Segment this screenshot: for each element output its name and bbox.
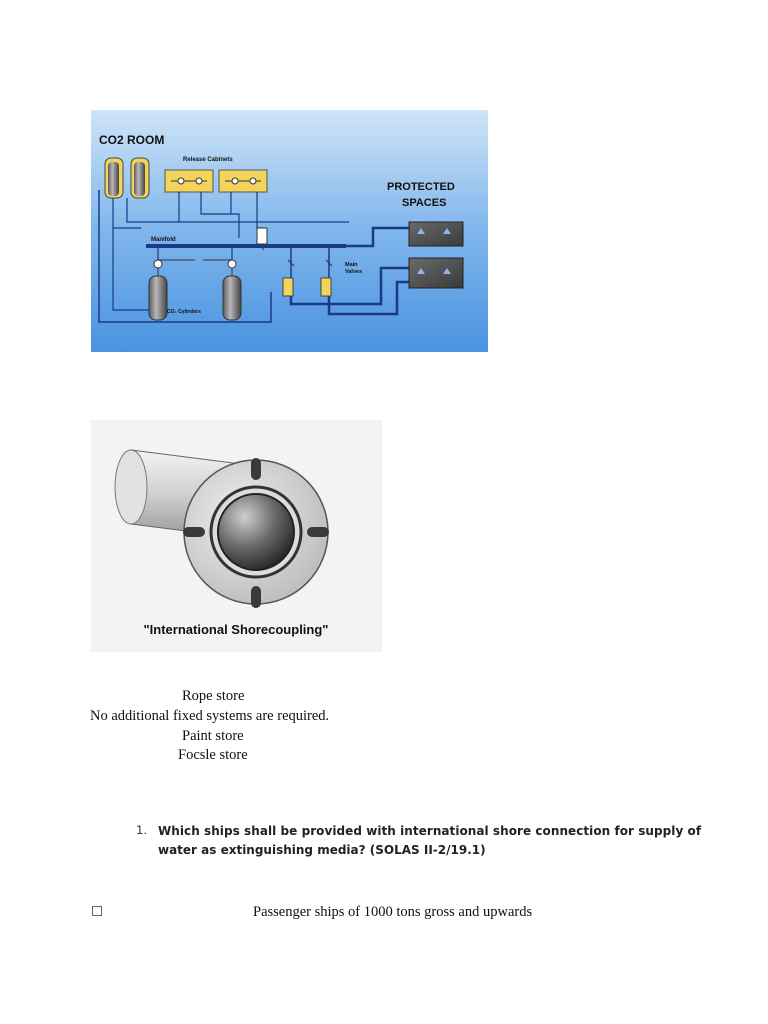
option-paint-store: Paint store bbox=[182, 728, 244, 744]
option-no-additional-systems: No additional fixed systems are required. bbox=[90, 708, 330, 724]
co2-system-diagram bbox=[91, 110, 488, 352]
main-valves-label-1: Main bbox=[345, 262, 358, 268]
answer-checkbox[interactable] bbox=[92, 906, 102, 916]
coupling-caption: "International Shorecoupling" bbox=[143, 622, 329, 637]
answer-text: Passenger ships of 1000 tons gross and upwards bbox=[253, 904, 533, 920]
main-valves-label-2: Valves bbox=[345, 269, 363, 275]
option-focsle-store: Focsle store bbox=[178, 747, 248, 763]
shore-coupling-diagram bbox=[91, 420, 382, 652]
co2-room-label: CO2 ROOM bbox=[99, 133, 165, 147]
question-text bbox=[158, 822, 702, 860]
protected-spaces-label-1: PROTECTED bbox=[387, 181, 455, 193]
question-line-1: Which ships shall be provided with international shore connection for supply of bbox=[158, 824, 702, 838]
question-number: 1. bbox=[136, 823, 147, 837]
protected-spaces-label-2: SPACES bbox=[402, 197, 447, 209]
release-cabinets-label: Release Cabinets bbox=[183, 157, 233, 163]
manifold-label: Manifold bbox=[151, 237, 176, 243]
option-rope-store: Rope store bbox=[182, 688, 245, 704]
cylinders-label: CO₂ Cylinders bbox=[167, 309, 201, 315]
question-line-2: water as extinguishing media? (SOLAS II-2/19.1) bbox=[158, 843, 486, 857]
